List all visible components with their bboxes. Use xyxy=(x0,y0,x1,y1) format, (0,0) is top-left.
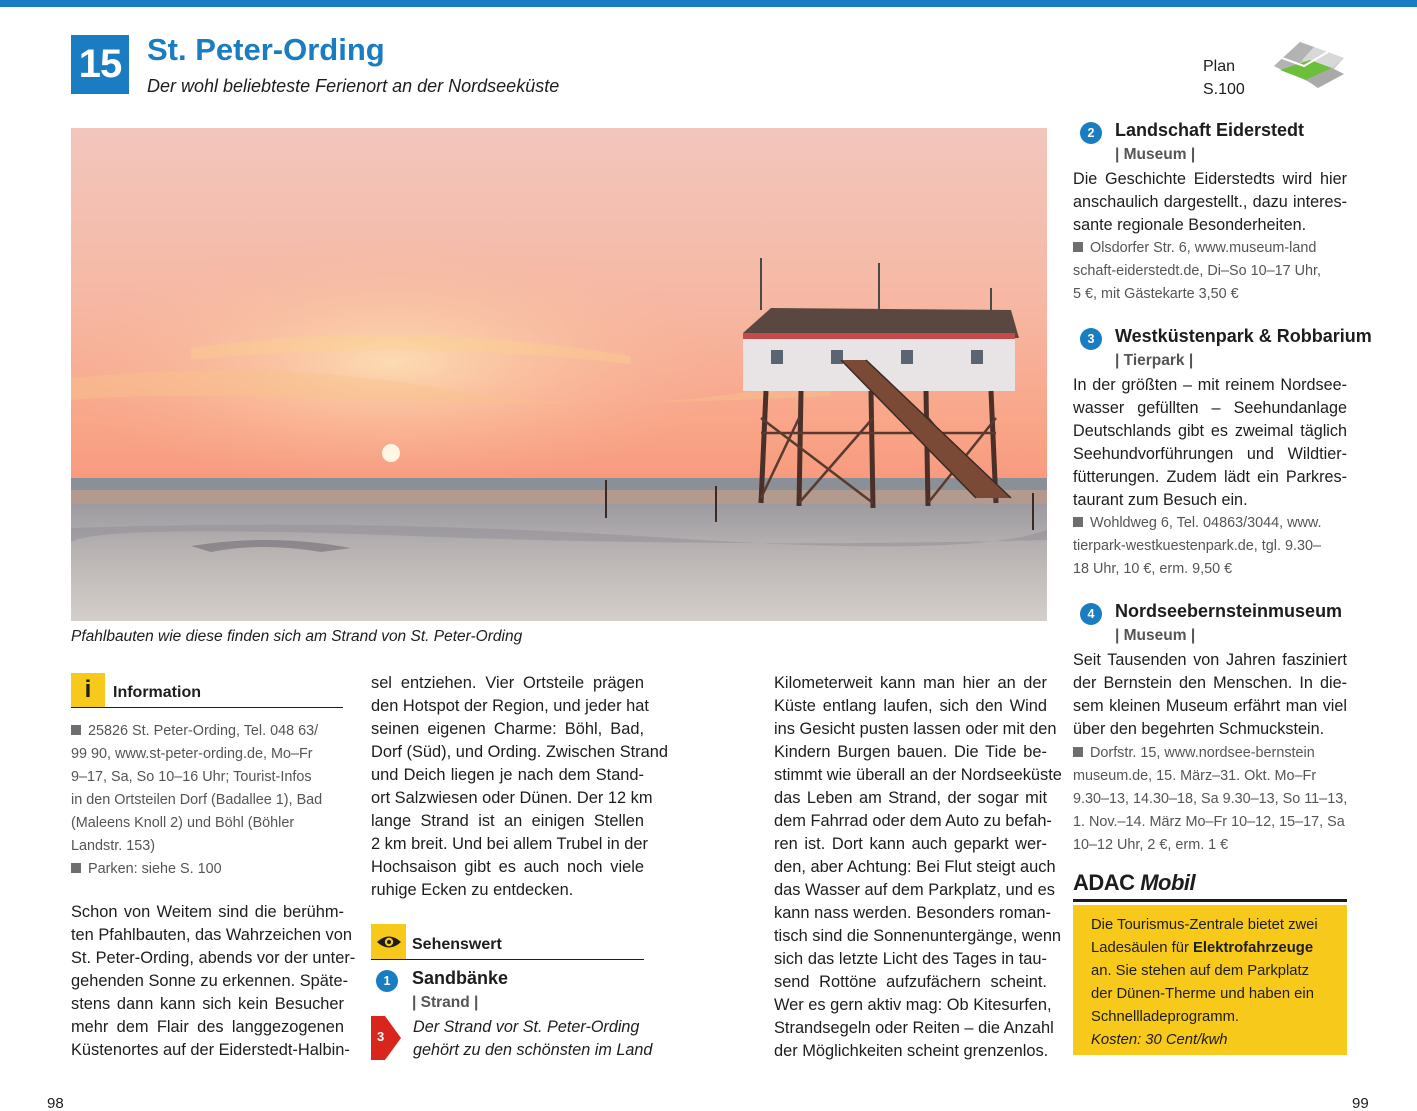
sight-description xyxy=(1073,374,1347,512)
information-text xyxy=(71,720,343,881)
sehenswert-heading: Sehenswert xyxy=(412,936,502,953)
sight-number-badge: 1 xyxy=(376,970,398,992)
chapter-number: 15 xyxy=(71,35,129,94)
information-header xyxy=(71,674,343,708)
desc-line: wasser gefüllten – Seehundanlage xyxy=(1073,399,1347,417)
adac-brand-italic: Mobil xyxy=(1140,870,1196,895)
bullet-square-icon xyxy=(1073,747,1083,757)
body-line: ort Salzwiesen oder Dünen. Der 12 km xyxy=(371,789,653,807)
body-line: Kilometerweit kann man hier an der xyxy=(774,674,1047,692)
sight-info xyxy=(1073,742,1347,857)
info-line: in den Ortsteilen Dorf (Badallee 1), Bad xyxy=(71,792,323,808)
body-line: Hochsaison gibt es auch noch viele xyxy=(371,858,644,876)
sehenswert-box xyxy=(371,925,644,960)
sight-title-bernsteinmuseum: Nordseebernsteinmuseum xyxy=(1115,601,1343,621)
info-line: schaft-eiderstedt.de, Di–So 10–17 Uhr, xyxy=(1073,263,1321,279)
adac-mobil-box xyxy=(1073,905,1347,1055)
info-line: Olsdorfer Str. 6, www.museum-land xyxy=(1090,240,1317,256)
adac-mobil-title xyxy=(1073,870,1347,896)
body-line: das Leben am Strand, der sogar mit xyxy=(774,789,1047,807)
desc-line: Seit Tausenden von Jahren fasziniert xyxy=(1073,651,1347,669)
information-heading: Information xyxy=(113,684,201,701)
body-line: send Rottöne aufzufächern scheint. xyxy=(774,973,1047,991)
sight-info xyxy=(1073,512,1347,581)
info-line: Landstr. 153) xyxy=(71,838,156,854)
adac-bold: Elektrofahrzeuge xyxy=(1193,940,1314,956)
plan-label: Plan xyxy=(1203,58,1236,75)
sehenswert-header xyxy=(371,925,644,960)
body-column-2 xyxy=(371,672,668,902)
info-line: 18 Uhr, 10 €, erm. 9,50 € xyxy=(1073,561,1233,577)
body-line: Dorf (Süd), und Ording. Zwischen Strand xyxy=(371,743,668,761)
body-line: Kindern Burgen bauen. Die Tide be- xyxy=(774,743,1047,761)
sight-category: | Tierpark | xyxy=(1115,352,1194,369)
info-line: 9–17, Sa, So 10–16 Uhr; Tourist-Infos xyxy=(71,769,312,785)
map-icon[interactable] xyxy=(1270,36,1348,92)
sight-description xyxy=(1073,168,1347,237)
desc-line: sante regionale Besonderheiten. xyxy=(1073,216,1307,234)
desc-line: der Bernstein den Menschen. In die- xyxy=(1073,674,1347,692)
body-line: kann nass werden. Besonders roman- xyxy=(774,904,1051,922)
adac-line: Schnellladeprogramm. xyxy=(1091,1009,1240,1025)
bullet-square-icon xyxy=(1073,242,1083,252)
info-line: 5 €, mit Gästekarte 3,50 € xyxy=(1073,286,1239,302)
info-line: Dorfstr. 15, www.nordsee-bernstein xyxy=(1090,745,1315,761)
adac-line: der Dünen-Therme und haben ein xyxy=(1091,986,1314,1002)
body-line: sel entziehen. Vier Ortsteile prägen xyxy=(371,674,644,692)
body-line: gehenden Sonne zu erkennen. Späte- xyxy=(71,972,349,990)
info-line: 1. Nov.–14. März Mo–Fr 10–12, 15–17, Sa xyxy=(1073,814,1345,830)
desc-line: fütterungen. Zudem lädt ein Parkres- xyxy=(1073,468,1347,486)
adac-brand: ADAC xyxy=(1073,870,1135,895)
body-line: tisch sind die Sonnenuntergänge, wenn xyxy=(774,927,1062,945)
top-accent-bar xyxy=(0,0,1417,7)
sight-title-sandbaenke: Sandbänke xyxy=(412,968,509,988)
bullet-square-icon xyxy=(71,725,81,735)
desc-line: taurant zum Besuch ein. xyxy=(1073,491,1248,509)
desc-line: sem kleinen Museum erfährt man viel xyxy=(1073,697,1347,715)
sight-category: | Museum | xyxy=(1115,146,1196,163)
info-line: 9.30–13, 14.30–18, Sa 9.30–13, So 11–13, xyxy=(1073,791,1348,807)
adac-cost: Kosten: 30 Cent/kwh xyxy=(1091,1032,1228,1048)
body-line: der Möglichkeiten scheint grenzenlos. xyxy=(774,1042,1049,1060)
sight-category: | Strand | xyxy=(412,994,479,1011)
chapter-title: St. Peter-Ording xyxy=(147,32,385,67)
info-line: tierpark-westkuestenpark.de, tgl. 9.30– xyxy=(1073,538,1321,554)
sight-category: | Museum | xyxy=(1115,627,1196,644)
body-line: ins Gesicht pusten lassen oder mit den xyxy=(774,720,1057,738)
adac-line: Ladesäulen für xyxy=(1091,940,1194,956)
body-line: Strandsegeln oder Reiten – die Anzahl xyxy=(774,1019,1054,1037)
sight-number-badge: 4 xyxy=(1080,603,1102,625)
page-number-right: 99 xyxy=(1352,1095,1369,1111)
chapter-subtitle: Der wohl beliebteste Ferienort an der Nordseeküste xyxy=(147,76,560,96)
sight-title-eiderstedt: Landschaft Eiderstedt xyxy=(1115,120,1305,140)
body-line: das Wasser auf dem Parkplatz, und es xyxy=(774,881,1055,899)
body-line: dem Fahrrad oder dem Auto zu befah- xyxy=(774,812,1052,830)
body-line: den Hotspot der Region, und jeder hat xyxy=(371,697,649,715)
desc-line: Die Geschichte Eiderstedts wird hier xyxy=(1073,170,1347,188)
photo-caption: Pfahlbauten wie diese finden sich am Strand von St. Peter-Ording xyxy=(71,628,523,645)
sight-number-badge: 3 xyxy=(1080,328,1102,350)
body-line: sich das letzte Licht des Tages in tau- xyxy=(774,950,1047,968)
information-box xyxy=(71,674,343,881)
sight-description xyxy=(1073,649,1347,741)
desc-line: Deutschlands gibt es zweimal täglich xyxy=(1073,422,1347,440)
body-line: ren ist. Dort kann auch geparkt wer- xyxy=(774,835,1047,853)
info-line: 10–12 Uhr, 2 €, erm. 1 € xyxy=(1073,837,1229,853)
info-line: (Maleens Knoll 2) und Böhl (Böhler xyxy=(71,815,295,831)
info-line: 99 90, www.st-peter-ording.de, Mo–Fr xyxy=(71,746,313,762)
plan-reference[interactable] xyxy=(1203,55,1245,101)
ranking-number: 3 xyxy=(377,1029,385,1044)
body-line: mehr dem Flair des langgezogenen xyxy=(71,1018,344,1036)
sandbaenke-description xyxy=(413,1016,652,1062)
body-line: Schon von Weitem sind die berühm- xyxy=(71,903,344,921)
body-line: ten Pfahlbauten, das Wahrzeichen von xyxy=(71,926,352,944)
ranking-arrow-icon xyxy=(371,1016,401,1060)
body-line: und Deich liegen je nach dem Stand- xyxy=(371,766,644,784)
info-line: Wohldweg 6, Tel. 04863/3044, www. xyxy=(1090,515,1322,531)
body-line: Küstenortes auf der Eiderstedt-Halbin- xyxy=(71,1041,350,1059)
info-line: 25826 St. Peter-Ording, Tel. 048 63/ xyxy=(88,723,319,739)
plan-page: S.100 xyxy=(1203,81,1245,98)
desc-line: Seehundvorführungen und Wildtier- xyxy=(1073,445,1347,463)
desc-line: anschaulich dargestellt., dazu interes- xyxy=(1073,193,1347,211)
page-number-left: 98 xyxy=(47,1095,64,1111)
desc-line: über den begehrten Schmuckstein. xyxy=(1073,720,1325,738)
adac-mobil-header xyxy=(1073,870,1347,902)
desc-line: Der Strand vor St. Peter-Ording xyxy=(413,1018,640,1036)
body-line: ruhige Ecken zu entdecken. xyxy=(371,881,574,899)
body-column-3 xyxy=(774,672,1062,1063)
body-line: seinen eigenen Charme: Böhl, Bad, xyxy=(371,720,644,738)
body-line: stens dann kann sich kein Besucher xyxy=(71,995,344,1013)
sight-title-westkuestenpark: Westküstenpark & Robbarium xyxy=(1115,326,1372,346)
body-line: lange Strand ist an einigen Stellen xyxy=(371,812,644,830)
sight-number-badge: 2 xyxy=(1080,122,1102,144)
body-line: Küste entlang laufen, sich den Wind xyxy=(774,697,1047,715)
info-parking: Parken: siehe S. 100 xyxy=(88,861,222,877)
body-line: St. Peter-Ording, abends vor der unter- xyxy=(71,949,356,967)
bullet-square-icon xyxy=(71,863,81,873)
body-line: den, aber Achtung: Bei Flut steigt auch xyxy=(774,858,1056,876)
desc-line: In der größten – mit reinem Nordsee- xyxy=(1073,376,1347,394)
body-line: Wer es gern aktiv mag: Ob Kitesurfen, xyxy=(774,996,1052,1014)
beach-photo xyxy=(71,128,1047,621)
bullet-square-icon xyxy=(1073,517,1083,527)
desc-line: gehört zu den schönsten im Land xyxy=(413,1041,653,1059)
adac-line: an. Sie stehen auf dem Parkplatz xyxy=(1091,963,1309,979)
sight-info xyxy=(1073,237,1347,306)
eye-icon xyxy=(371,924,406,959)
body-column-1 xyxy=(71,901,356,1062)
body-line: 2 km breit. Und bei allem Trubel in der xyxy=(371,835,648,853)
body-line: stimmt wie überall an der Nordseeküste xyxy=(774,766,1062,784)
info-icon: i xyxy=(71,673,105,707)
adac-line: Die Tourismus-Zentrale bietet zwei xyxy=(1091,917,1318,933)
info-line: museum.de, 15. März–31. Okt. Mo–Fr xyxy=(1073,768,1317,784)
